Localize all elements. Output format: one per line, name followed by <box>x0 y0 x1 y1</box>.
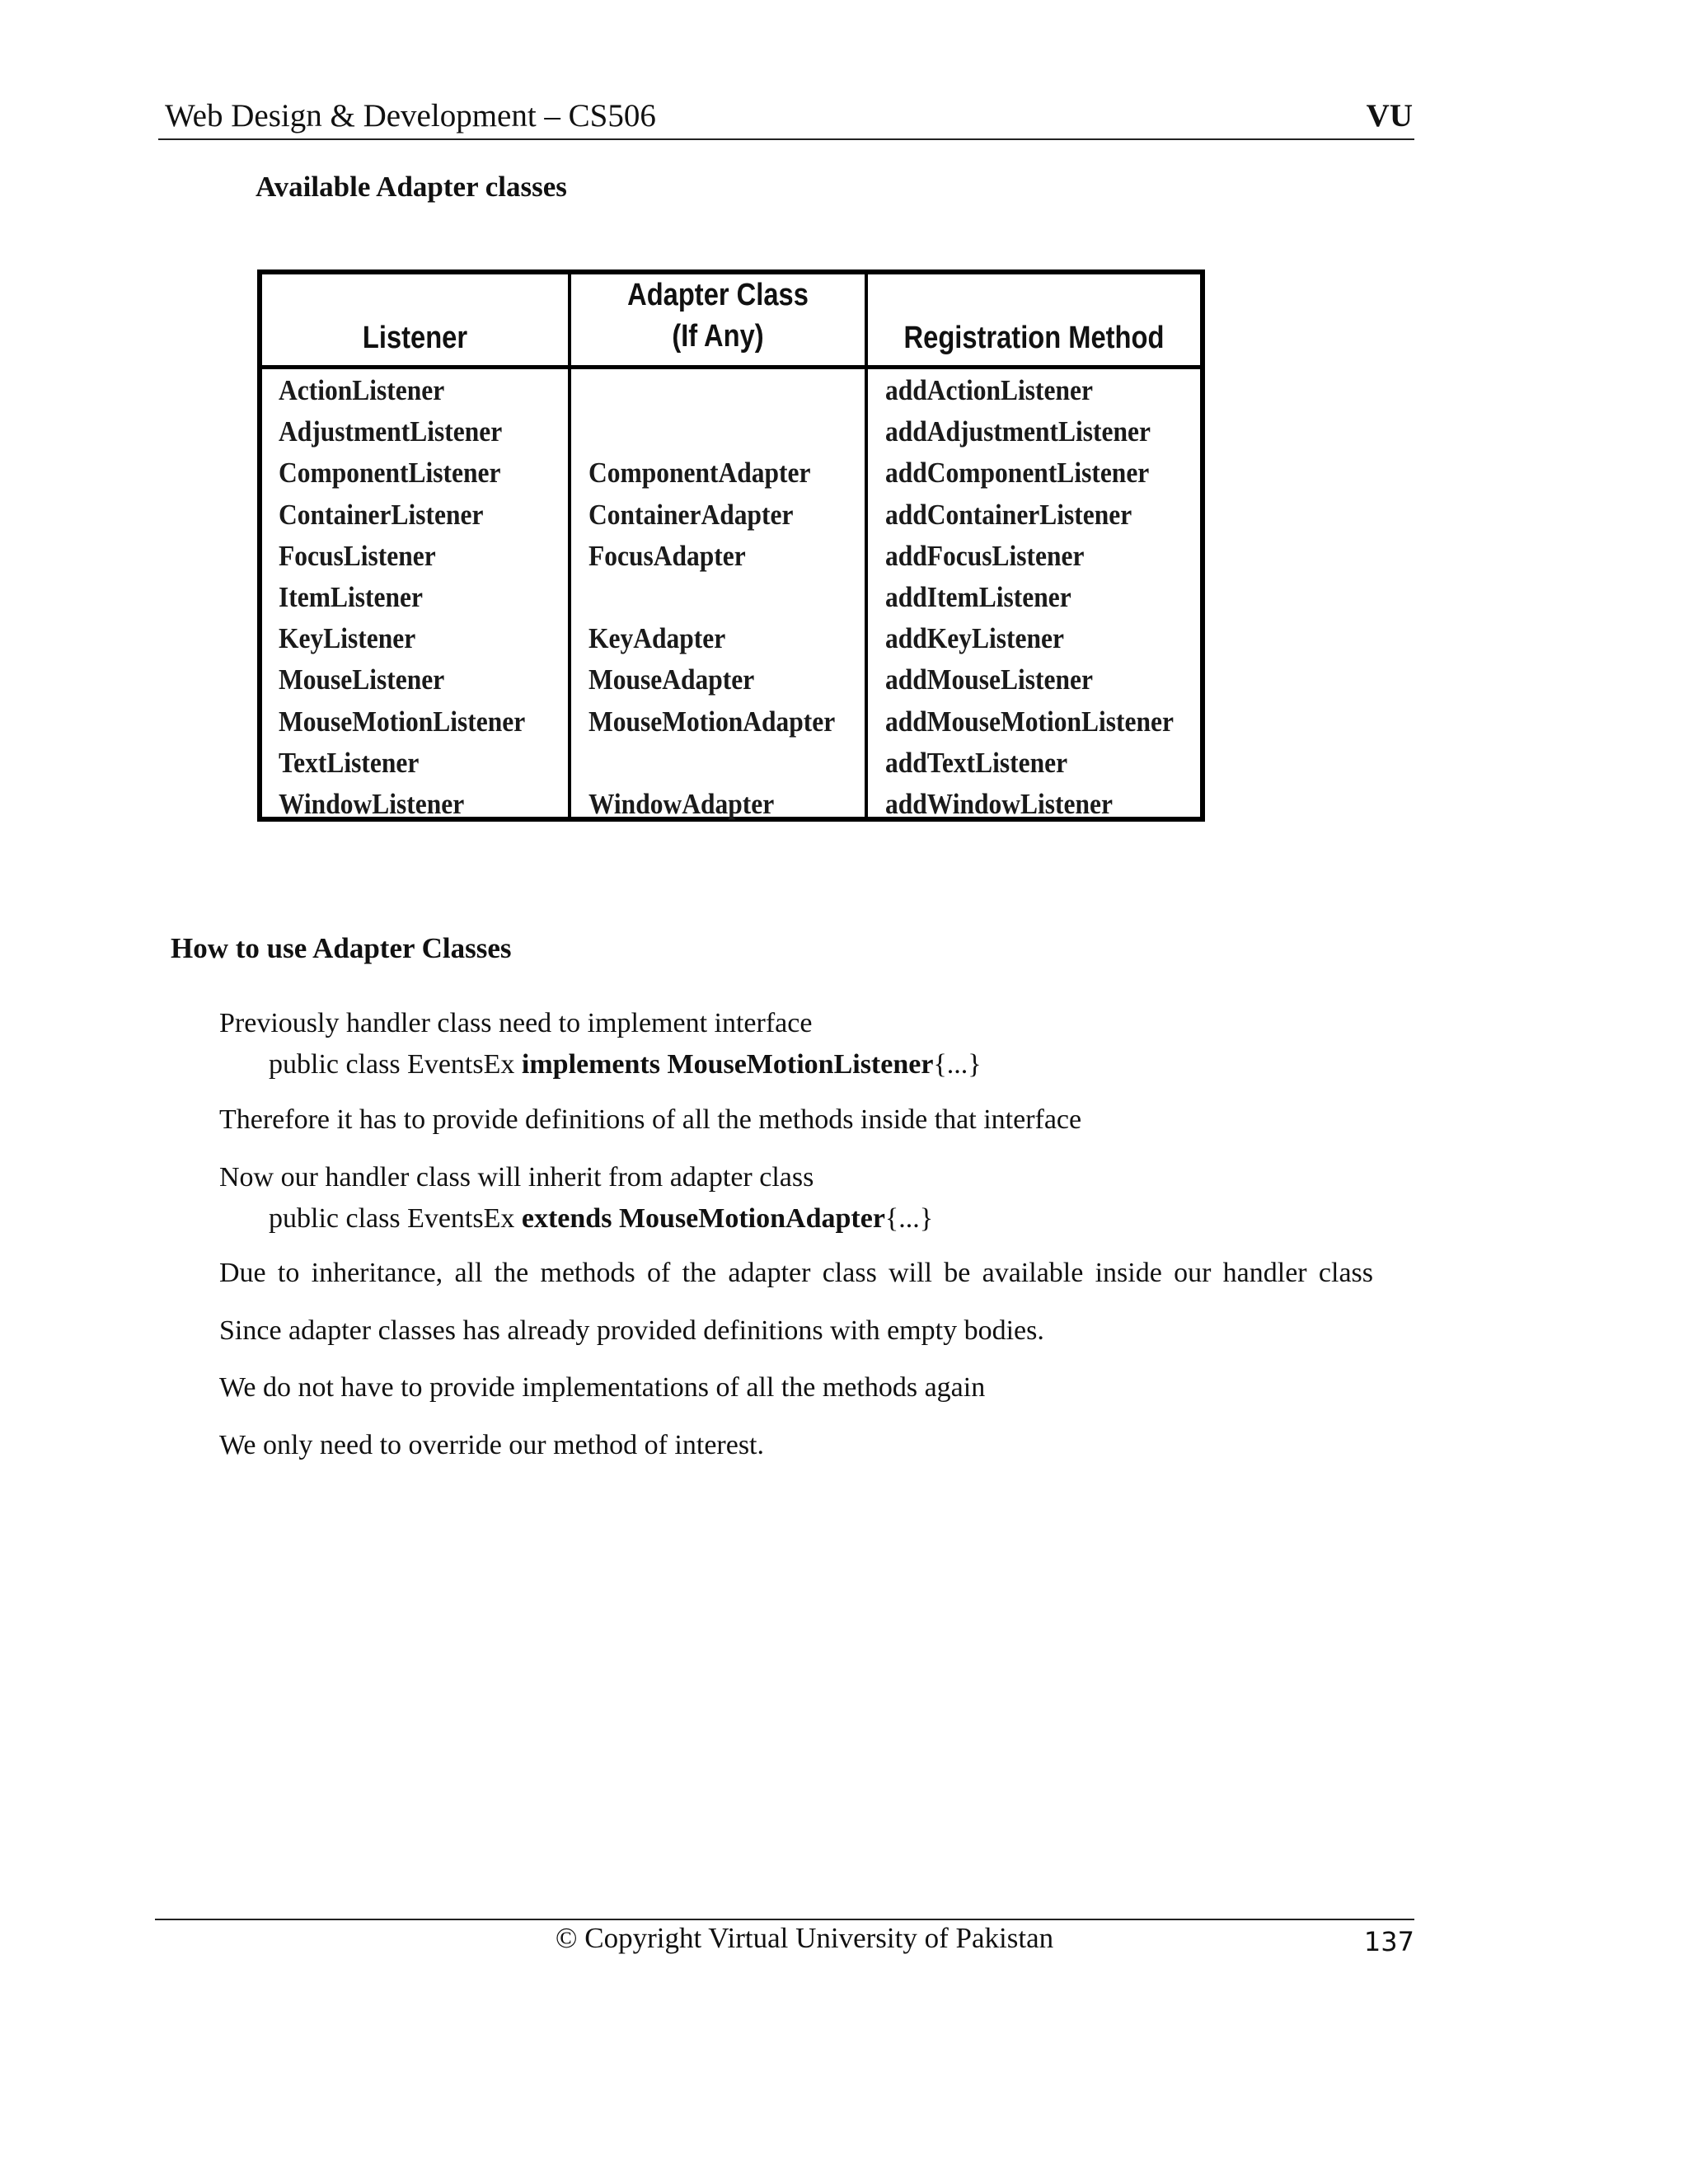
listener-cell: ItemListener <box>279 580 423 613</box>
table-row <box>262 784 1200 825</box>
adapter-cell: FocusAdapter <box>588 539 746 572</box>
table-row <box>262 659 1200 701</box>
registration-cell: addFocusListener <box>885 539 1085 572</box>
listener-cell: KeyListener <box>279 622 416 655</box>
table-row <box>262 536 1200 577</box>
registration-cell: addContainerListener <box>885 498 1132 531</box>
table-row <box>262 743 1200 784</box>
adapter-cell: KeyAdapter <box>588 622 726 655</box>
code-suffix: {...} <box>884 1203 934 1234</box>
code-suffix: {...} <box>933 1049 982 1080</box>
code-line-implements <box>269 1048 982 1081</box>
listener-cell: TextListener <box>279 746 420 779</box>
registration-cell: addActionListener <box>885 374 1093 406</box>
adapter-cell: MouseMotionAdapter <box>588 705 836 738</box>
table-row <box>262 452 1200 494</box>
registration-cell: addComponentListener <box>885 457 1150 490</box>
adapter-cell: ContainerAdapter <box>588 498 794 531</box>
copyright-notice: © Copyright Virtual University of Pakistan <box>555 1922 1054 1954</box>
table-row <box>262 701 1200 743</box>
course-title: Web Design & Development – CS506 <box>165 98 656 134</box>
registration-cell: addWindowListener <box>885 787 1113 820</box>
table-row <box>262 411 1200 452</box>
table-row <box>262 618 1200 659</box>
adapter-cell: WindowAdapter <box>588 787 775 820</box>
listener-cell: MouseListener <box>279 663 445 696</box>
listener-cell: ActionListener <box>279 374 445 406</box>
listener-cell: ComponentListener <box>279 457 501 490</box>
paragraph-we-only: We only need to override our method of interest. <box>219 1430 765 1460</box>
table-row <box>262 370 1200 411</box>
registration-cell: addKeyListener <box>885 622 1064 655</box>
column-header-adapter-line2: (If Any) <box>672 319 764 354</box>
registration-cell: addTextListener <box>885 746 1068 779</box>
table-body <box>262 370 1200 825</box>
footer-rule <box>155 1919 1414 1920</box>
column-header-adapter-class <box>592 274 844 357</box>
registration-cell: addAdjustmentListener <box>885 415 1151 448</box>
registration-cell: addMouseMotionListener <box>885 705 1175 738</box>
listener-cell: ContainerListener <box>279 498 484 531</box>
paragraph-now: Now our handler class will inherit from adapter class <box>219 1162 814 1193</box>
adapter-cell: ComponentAdapter <box>588 457 811 490</box>
adapter-classes-table <box>257 269 1205 822</box>
table-row <box>262 577 1200 618</box>
header-rule <box>262 365 1200 369</box>
university-abbrev: VU <box>1366 98 1413 134</box>
listener-cell: WindowListener <box>279 787 465 820</box>
code-keyword: extends MouseMotionAdapter <box>521 1203 885 1234</box>
section-title-how-to-use: How to use Adapter Classes <box>171 932 512 964</box>
code-prefix: public class EventsEx <box>269 1203 522 1234</box>
adapter-cell: MouseAdapter <box>588 663 755 696</box>
paragraph-since: Since adapter classes has already provided definitions with empty bodies. <box>219 1315 1044 1346</box>
paragraph-therefore: Therefore it has to provide definitions of all the methods inside that interface <box>219 1104 1082 1135</box>
code-prefix: public class EventsEx <box>269 1049 522 1080</box>
registration-cell: addItemListener <box>885 580 1071 613</box>
code-keyword: implements MouseMotionListener <box>521 1049 934 1080</box>
registration-cell: addMouseListener <box>885 663 1093 696</box>
table-row <box>262 494 1200 536</box>
column-header-adapter-line1: Adapter Class <box>627 278 809 312</box>
paragraph-inheritance: Due to inheritance, all the methods of the adapter class will be available inside our handler class <box>219 1258 1373 1288</box>
column-header-registration-method: Registration Method <box>903 321 1165 355</box>
paragraph-previously: Previously handler class need to implement interface <box>219 1008 813 1038</box>
listener-cell: AdjustmentListener <box>279 415 503 448</box>
page-number: 137 <box>1363 1926 1414 1957</box>
paragraph-we-do-not: We do not have to provide implementations of all the methods again <box>219 1372 986 1403</box>
section-title-available-adapters: Available Adapter classes <box>256 171 567 203</box>
listener-cell: MouseMotionListener <box>279 705 526 738</box>
listener-cell: FocusListener <box>279 539 436 572</box>
page-header <box>158 92 1414 140</box>
code-line-extends <box>269 1202 933 1235</box>
column-header-listener: Listener <box>362 321 468 355</box>
